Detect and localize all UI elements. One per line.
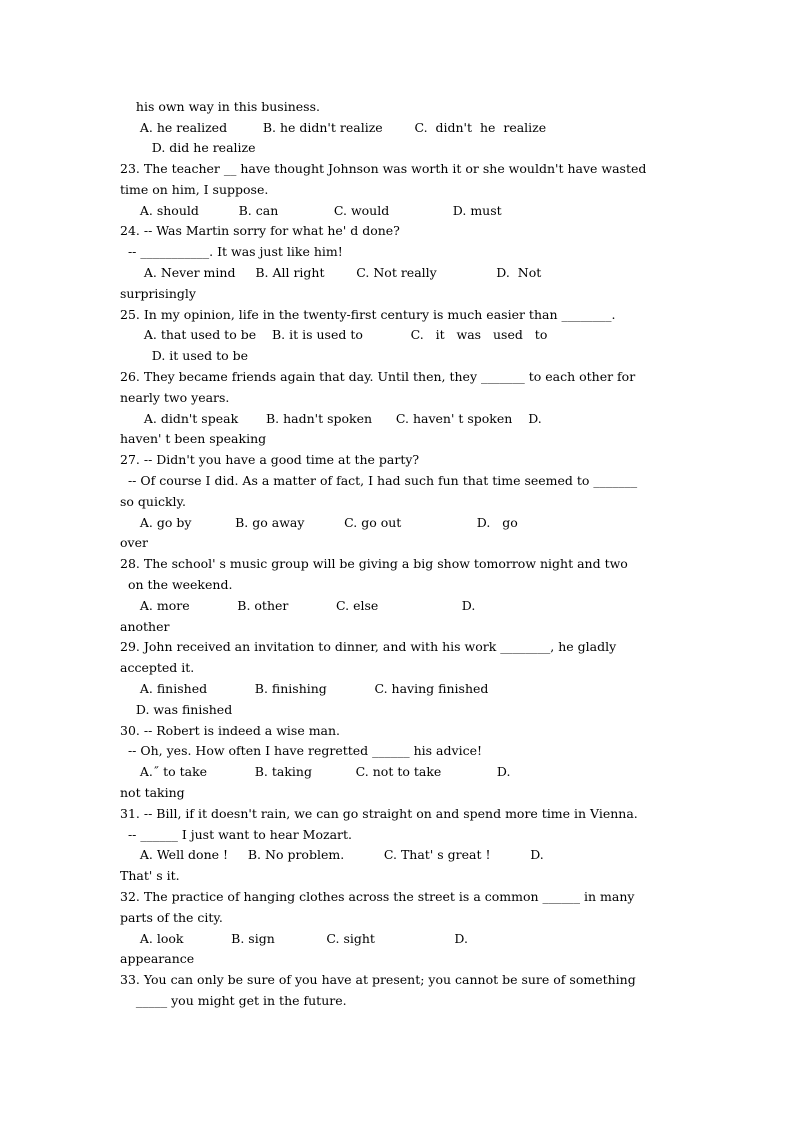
text-line: -- Of course I did. As a matter of fact, I had such fun that time seemed to _______ xyxy=(120,473,638,488)
text-line: 24. -- Was Martin sorry for what he' d done? xyxy=(120,223,400,238)
text-line: A. Never mind B. All right C. Not really D. Not xyxy=(120,265,542,280)
text-line: A. didn't speak B. hadn't spoken C. haven' t spoken D. xyxy=(120,411,542,426)
text-line: 27. -- Didn't you have a good time at the party? xyxy=(120,452,420,467)
text-line: so quickly. xyxy=(120,494,186,509)
text-line: 26. They became friends again that day. Until then, they _______ to each other for xyxy=(120,369,636,384)
text-line: 29. John received an invitation to dinner, and with his work ________, he gladly xyxy=(120,639,617,654)
text-line: appearance xyxy=(120,951,195,966)
text-line: 23. The teacher __ have thought Johnson was worth it or she wouldn't have wasted xyxy=(120,161,647,176)
text-line: 33. You can only be sure of you have at present; you cannot be sure of something xyxy=(120,972,636,987)
text-line: 31. -- Bill, if it doesn't rain, we can go straight on and spend more time in Vienna. xyxy=(120,806,638,821)
text-line: 32. The practice of hanging clothes across the street is a common ______ in many xyxy=(120,889,635,904)
text-line: 25. In my opinion, life in the twenty-first century is much easier than ________. xyxy=(120,307,616,322)
text-line: -- ______ I just want to hear Mozart. xyxy=(120,827,352,842)
text-line: A. go by B. go away C. go out D. go xyxy=(120,515,518,530)
text-line: That' s it. xyxy=(120,868,180,883)
text-line: -- Oh, yes. How often I have regretted ______ his advice! xyxy=(120,743,482,758)
text-line: D. did he realize xyxy=(120,140,256,155)
text-line: _____ you might get in the future. xyxy=(120,993,347,1008)
text-line: time on him, I suppose. xyxy=(120,182,269,197)
text-line: D. it used to be xyxy=(120,348,249,363)
text-line: A. look B. sign C. sight D. xyxy=(120,931,468,946)
text-line: over xyxy=(120,535,148,550)
text-line: -- ___________. It was just like him! xyxy=(120,244,343,259)
text-line: surprisingly xyxy=(120,286,196,301)
text-line: D. was finished xyxy=(120,702,233,717)
text-line: A. Well done ! B. No problem. C. That' s great ! D. xyxy=(120,847,544,862)
text-line: 28. The school' s music group will be giving a big show tomorrow night and two xyxy=(120,556,628,571)
text-line: A. should B. can C. would D. must xyxy=(120,203,502,218)
text-line: A. more B. other C. else D. xyxy=(120,598,476,613)
text-line: 30. -- Robert is indeed a wise man. xyxy=(120,723,341,738)
text-line: haven' t been speaking xyxy=(120,431,267,446)
text-line: A. that used to be B. it is used to C. it was used to xyxy=(120,327,548,342)
text-line: his own way in this business. xyxy=(120,99,320,114)
text-line: another xyxy=(120,619,170,634)
text-line: A. he realized B. he didn't realize C. didn't he realize xyxy=(120,120,547,135)
text-line: nearly two years. xyxy=(120,390,230,405)
text-line: on the weekend. xyxy=(120,577,233,592)
text-line: A.˝ to take B. taking C. not to take D. xyxy=(120,764,511,779)
text-line: parts of the city. xyxy=(120,910,223,925)
text-line: A. finished B. finishing C. having finished xyxy=(120,681,489,696)
text-line: not taking xyxy=(120,785,185,800)
text-line: accepted it. xyxy=(120,660,195,675)
